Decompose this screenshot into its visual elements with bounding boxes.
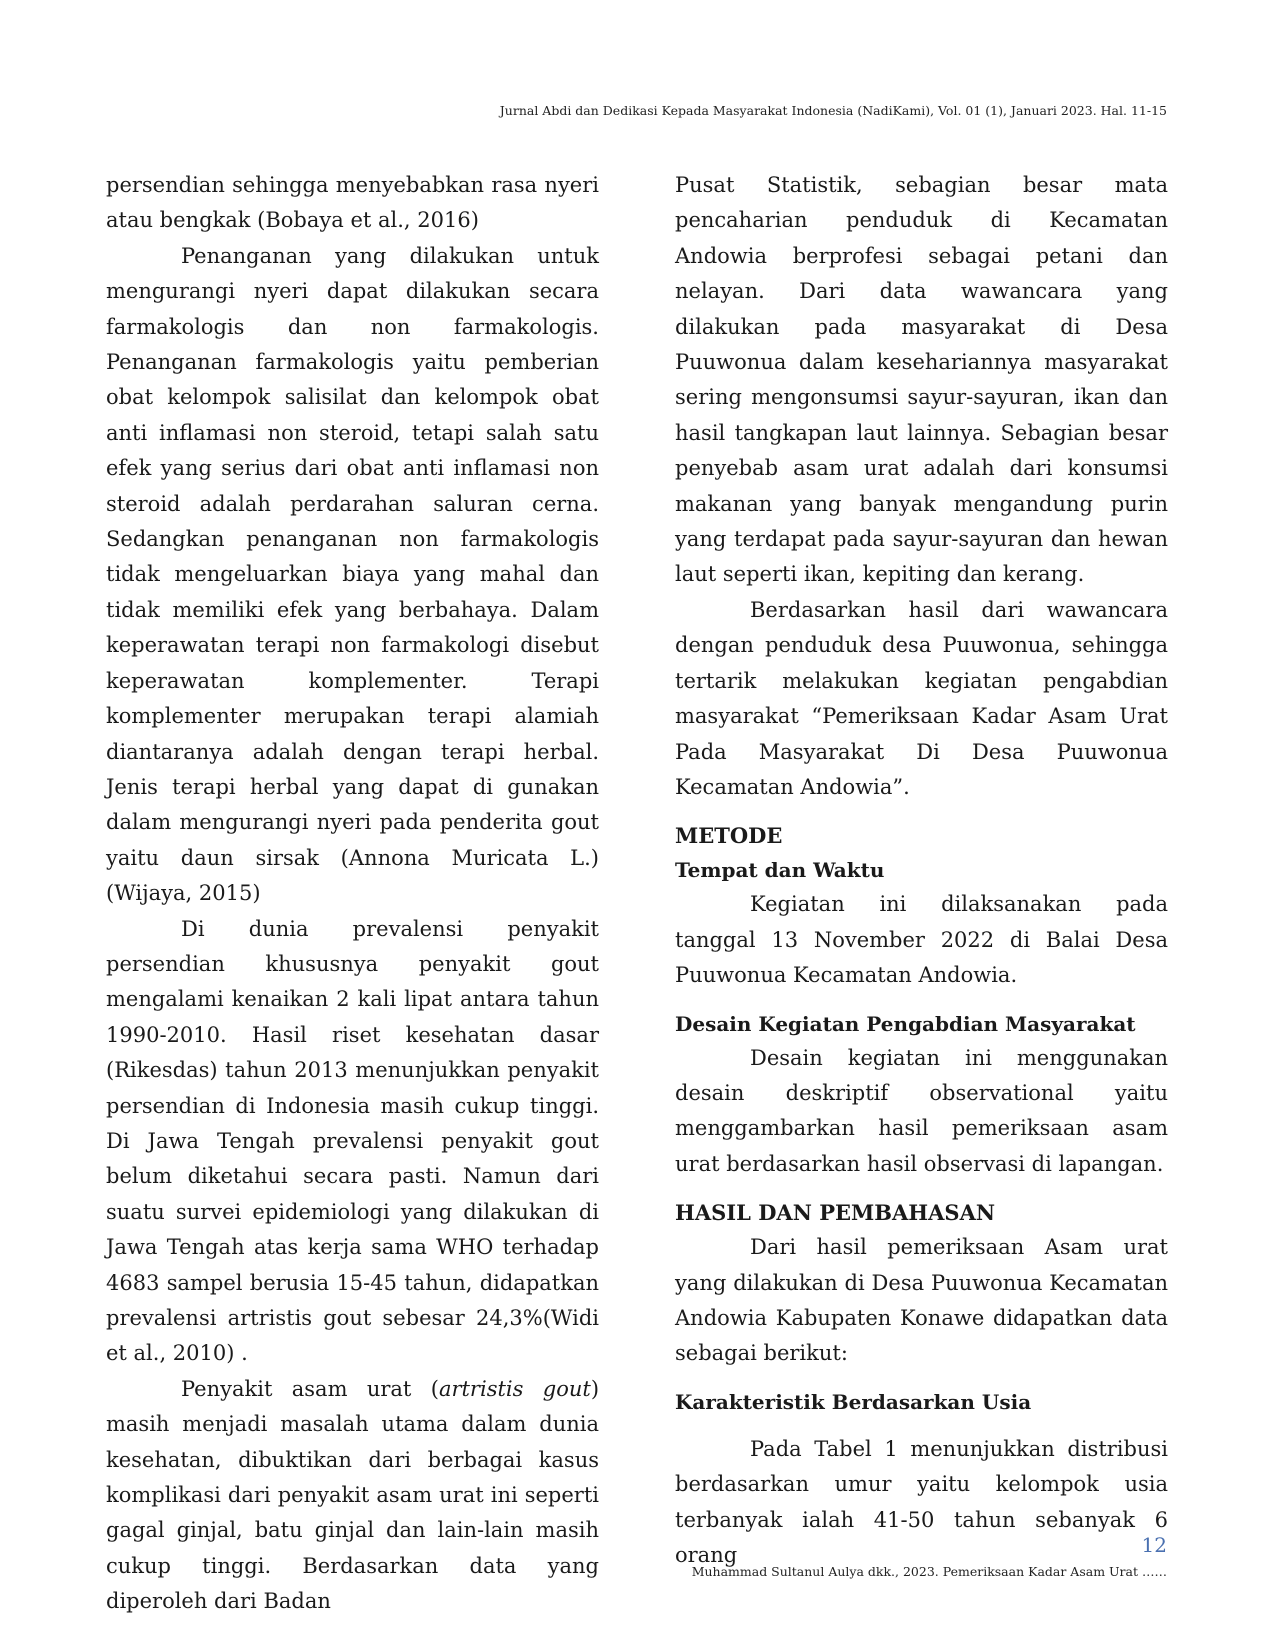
- page-number: 12: [1141, 1533, 1167, 1557]
- section-heading-metode: METODE: [675, 823, 783, 849]
- running-footer: Muhammad Sultanul Aulya dkk., 2023. Pemeriksaan Kadar Asam Urat ……: [691, 1564, 1167, 1579]
- left-paragraph-2: Penanganan yang dilakukan untuk mengurangi nyeri dapat dilakukan secara farmakologis dan non farmakologis. Penanganan farmakologis yaitu pemberian obat kelompok salisilat dan kelompok obat anti inflamasi non steroid, tetapi salah satu efek yang serius dari obat anti inflamasi non steroid adalah perdarahan saluran cerna. Sedangkan penanganan non farmakologis tidak mengeluarkan biaya yang mahal dan tidak memiliki efek yang berbahaya. Dalam keperawatan terapi non farmakologi disebut keperawatan komplementer. Terapi komplementer merupakan terapi alamiah diantaranya adalah dengan terapi herbal. Jenis terapi herbal yang dapat di gunakan dalam mengurangi nyeri pada penderita gout yaitu daun sirsak (Annona Muricata L.) (Wijaya, 2015): [106, 243, 599, 906]
- p4-italic-term: artristis gout: [438, 1376, 591, 1401]
- left-paragraph-4: [106, 1372, 599, 1620]
- p4-text-after: ) masih menjadi masalah utama dalam dunia kesehatan, dibuktikan dari berbagai kasus komplikasi dari penyakit asam urat ini seperti gagal ginjal, batu ginjal dan lain-lain masih cukup tinggi. Berdasarkan data yang diperoleh dari Badan: [106, 1376, 600, 1614]
- paragraph-hasil: Dari hasil pemeriksaan Asam urat yang dilakukan di Desa Puuwonua Kecamatan Andowia Kabupaten Konawe didapatkan data sebagai berikut:: [675, 1235, 1168, 1366]
- left-paragraph-3: Di dunia prevalensi penyakit persendian khususnya penyakit gout mengalami kenaikan 2 kali lipat antara tahun 1990-2010. Hasil riset kesehatan dasar (Rikesdas) tahun 2013 menunjukkan penyakit persendian di Indonesia masih cukup tinggi. Di Jawa Tengah prevalensi penyakit gout belum diketahui secara pasti. Namun dari suatu survei epidemiologi yang dilakukan di Jawa Tengah atas kerja sama WHO terhadap 4683 sampel berusia 15-45 tahun, didapatkan prevalensi artristis gout sebesar 24,3%(Widi et al., 2010) .: [106, 916, 599, 1366]
- p4-text-before: Penyakit asam urat (: [181, 1376, 439, 1401]
- right-paragraph-2: Berdasarkan hasil dari wawancara dengan penduduk desa Puuwonua, sehingga tertarik melakukan kegiatan pengabdian masyarakat “Pemeriksaan Kadar Asam Urat Pada Masyarakat Di Desa Puuwonua Kecamatan Andowia”.: [675, 597, 1168, 799]
- paragraph-karakteristik-usia: Pada Tabel 1 menunjukkan distribusi berdasarkan umur yaitu kelompok usia terbanyak ialah 41-50 tahun sebanyak 6 orang: [675, 1436, 1168, 1567]
- subheading-desain-kegiatan: Desain Kegiatan Pengabdian Masyarakat: [675, 1011, 1136, 1036]
- left-paragraph-1: persendian sehingga menyebabkan rasa nyeri atau bengkak (Bobaya et al., 2016): [106, 173, 599, 233]
- section-heading-hasil: HASIL DAN PEMBAHASAN: [675, 1200, 996, 1226]
- right-column: [675, 168, 1168, 1573]
- paragraph-desain-kegiatan: Desain kegiatan ini menggunakan desain deskriptif observational yaitu menggambarkan hasil pemeriksaan asam urat berdasarkan hasil observasi di lapangan.: [675, 1045, 1168, 1176]
- right-paragraph-1: Pusat Statistik, sebagian besar mata pencaharian penduduk di Kecamatan Andowia berprofesi sebagai petani dan nelayan. Dari data wawancara yang dilakukan pada masyarakat di Desa Puuwonua dalam kesehariannya masyarakat sering mengonsumsi sayur-sayuran, ikan dan hasil tangkapan laut lainnya. Sebagian besar penyebab asam urat adalah dari konsumsi makanan yang banyak mengandung purin yang terdapat pada sayur-sayuran dan hewan laut seperti ikan, kepiting dan kerang.: [675, 173, 1168, 587]
- subheading-karakteristik-usia: Karakteristik Berdasarkan Usia: [675, 1389, 1032, 1414]
- running-header: Jurnal Abdi dan Dedikasi Kepada Masyarakat Indonesia (NadiKami), Vol. 01 (1), Januari 2023. Hal. 11-15: [499, 103, 1167, 118]
- paragraph-tempat-waktu: Kegiatan ini dilaksanakan pada tanggal 13 November 2022 di Balai Desa Puuwonua Kecamatan Andowia.: [675, 892, 1168, 988]
- left-column: [106, 168, 599, 1620]
- subheading-tempat-waktu: Tempat dan Waktu: [675, 858, 885, 883]
